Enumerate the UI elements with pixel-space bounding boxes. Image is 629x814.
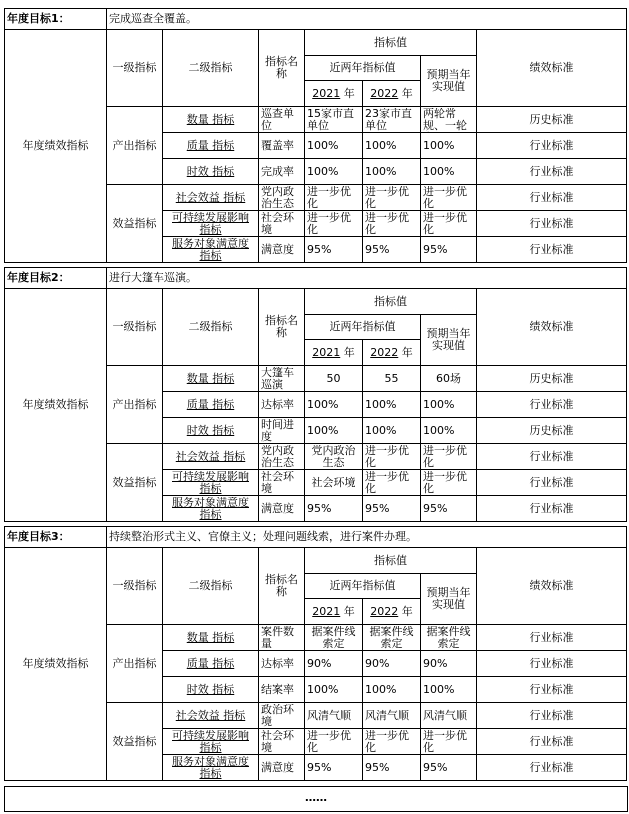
first-level-cell: 效益指标 <box>107 703 163 781</box>
standard-cell: 行业标准 <box>477 651 627 677</box>
year-suffix: 年 <box>401 86 413 100</box>
indicator-name-cell: 案件数量 <box>261 625 294 650</box>
standard-cell: 行业标准 <box>477 755 627 781</box>
expected-cell: 风清气顺 <box>421 703 477 729</box>
value-2022-cell: 100% <box>363 392 421 418</box>
expected-cell: 90% <box>421 651 477 677</box>
second-level-cell: 社会效益 指标 <box>163 444 259 470</box>
value-2021-cell: 社会环境 <box>305 470 363 496</box>
value-2021-cell: 95% <box>305 755 363 781</box>
header-second-level: 二级指标 <box>163 548 259 625</box>
header-second-level: 二级指标 <box>163 289 259 366</box>
value-2022-cell: 进一步优化 <box>365 185 409 210</box>
standard-cell: 历史标准 <box>477 107 627 133</box>
value-2021-cell: 15家市直单位 <box>307 107 354 132</box>
value-2021-cell: 进一步优化 <box>307 211 351 236</box>
annual-perf-label: 年度绩效指标 <box>5 289 107 522</box>
value-2022-cell: 据案件线索定 <box>369 625 414 650</box>
indicator-name-cell: 达标率 <box>259 392 305 418</box>
value-2021-cell: 100% <box>305 677 363 703</box>
continuation-ellipsis: …… <box>4 786 628 812</box>
expected-cell: 进一步优化 <box>423 470 467 495</box>
standard-cell: 历史标准 <box>477 366 627 392</box>
first-level-cell: 产出指标 <box>107 366 163 444</box>
second-level-cell: 质量 指标 <box>163 651 259 677</box>
standard-cell: 历史标准 <box>477 418 627 444</box>
value-2022-cell: 进一步优化 <box>365 444 409 469</box>
value-2022-cell: 风清气顺 <box>363 703 421 729</box>
second-level-cell: 服务对象满意度 指标 <box>172 237 249 262</box>
expected-cell: 95% <box>421 755 477 781</box>
header-indicator-name: 指标名称 <box>259 548 305 625</box>
value-2022-cell: 100% <box>363 677 421 703</box>
second-level-cell: 服务对象满意度 指标 <box>172 755 249 780</box>
indicator-name-cell: 社会环境 <box>261 470 294 495</box>
expected-cell: 进一步优化 <box>423 444 467 469</box>
second-level-cell: 社会效益 指标 <box>163 703 259 729</box>
header-standard: 绩效标准 <box>477 548 627 625</box>
value-2021-cell: 100% <box>305 392 363 418</box>
value-2021-cell: 党内政治生态 <box>311 444 356 469</box>
second-level-cell: 数量 指标 <box>163 107 259 133</box>
indicator-name-cell: 政治环境 <box>261 703 294 728</box>
header-year-2022 <box>363 340 421 366</box>
second-level-cell: 质量 指标 <box>163 392 259 418</box>
standard-cell: 行业标准 <box>477 211 627 237</box>
goal-label: 年度目标3： <box>5 527 107 548</box>
standard-cell: 行业标准 <box>477 703 627 729</box>
second-level-cell: 可持续发展影响 指标 <box>172 211 249 236</box>
header-indicator-value: 指标值 <box>305 30 477 56</box>
second-level-cell: 时效 指标 <box>163 159 259 185</box>
year-2021-value: 2021 <box>312 345 341 359</box>
value-2022-cell: 95% <box>363 237 421 263</box>
header-recent-two-years: 近两年指标值 <box>305 56 421 81</box>
value-2022-cell: 95% <box>363 755 421 781</box>
goal-table-2 <box>4 267 627 522</box>
header-first-level: 一级指标 <box>107 289 163 366</box>
goal-row <box>5 268 627 289</box>
second-level-cell: 数量 指标 <box>163 366 259 392</box>
second-level-cell: 可持续发展影响 指标 <box>172 470 249 495</box>
indicator-name-cell: 党内政治生态 <box>261 444 294 469</box>
value-2021-cell: 风清气顺 <box>305 703 363 729</box>
indicator-name-cell: 覆盖率 <box>259 133 305 159</box>
header-expected: 预期当年实现值 <box>421 315 477 366</box>
year-suffix: 年 <box>343 345 355 359</box>
second-level-cell: 可持续发展影响 指标 <box>172 729 249 754</box>
header-expected: 预期当年实现值 <box>421 574 477 625</box>
header-year-2021 <box>305 599 363 625</box>
value-2021-cell: 100% <box>305 159 363 185</box>
value-2022-cell: 100% <box>363 418 421 444</box>
value-2021-cell: 95% <box>305 237 363 263</box>
indicator-name-cell: 大篷车巡演 <box>261 366 294 391</box>
goal-text: 完成巡查全覆盖。 <box>107 9 627 30</box>
standard-cell: 行业标准 <box>477 729 627 755</box>
standard-cell: 行业标准 <box>477 470 627 496</box>
expected-cell: 95% <box>421 237 477 263</box>
standard-cell: 行业标准 <box>477 133 627 159</box>
header-indicator-value: 指标值 <box>305 289 477 315</box>
goal-row <box>5 9 627 30</box>
standard-cell: 行业标准 <box>477 625 627 651</box>
value-2022-cell: 95% <box>363 496 421 522</box>
expected-cell: 两轮常规、一轮 <box>423 107 467 132</box>
year-2022-value: 2022 <box>370 604 399 618</box>
indicator-name-cell: 满意度 <box>259 237 305 263</box>
second-level-cell: 质量 指标 <box>163 133 259 159</box>
expected-cell: 100% <box>421 677 477 703</box>
expected-cell: 进一步优化 <box>423 185 467 210</box>
header-recent-two-years: 近两年指标值 <box>305 574 421 599</box>
goal-table-1 <box>4 8 627 263</box>
value-2022-cell: 100% <box>363 133 421 159</box>
header-expected: 预期当年实现值 <box>421 56 477 107</box>
year-suffix: 年 <box>343 86 355 100</box>
goal-table-3 <box>4 526 627 781</box>
expected-cell: 100% <box>421 418 477 444</box>
standard-cell: 行业标准 <box>477 159 627 185</box>
year-suffix: 年 <box>343 604 355 618</box>
value-2021-cell: 100% <box>305 133 363 159</box>
header-year-2021 <box>305 340 363 366</box>
year-2022-value: 2022 <box>370 345 399 359</box>
annual-perf-label: 年度绩效指标 <box>5 548 107 781</box>
header-year-2022 <box>363 599 421 625</box>
first-level-cell: 产出指标 <box>107 107 163 185</box>
value-2022-cell: 23家市直单位 <box>365 107 412 132</box>
expected-cell: 100% <box>421 392 477 418</box>
value-2021-cell: 90% <box>305 651 363 677</box>
expected-cell: 进一步优化 <box>423 729 467 754</box>
annual-perf-label: 年度绩效指标 <box>5 30 107 263</box>
expected-cell: 95% <box>421 496 477 522</box>
value-2021-cell: 95% <box>305 496 363 522</box>
header-year-2021 <box>305 81 363 107</box>
indicator-name-cell: 社会环境 <box>261 729 294 754</box>
value-2021-cell: 50 <box>305 366 363 392</box>
value-2022-cell: 55 <box>363 366 421 392</box>
expected-cell: 据案件线索定 <box>426 625 471 650</box>
second-level-cell: 社会效益 指标 <box>163 185 259 211</box>
header-standard: 绩效标准 <box>477 30 627 107</box>
goal-text: 进行大篷车巡演。 <box>107 268 627 289</box>
first-level-cell: 产出指标 <box>107 625 163 703</box>
indicator-name-cell: 时间进度 <box>261 418 294 443</box>
expected-cell: 100% <box>421 159 477 185</box>
year-2021-value: 2021 <box>312 604 341 618</box>
first-level-cell: 效益指标 <box>107 185 163 263</box>
expected-cell: 100% <box>421 133 477 159</box>
header-indicator-name: 指标名称 <box>259 289 305 366</box>
header-indicator-name: 指标名称 <box>259 30 305 107</box>
standard-cell: 行业标准 <box>477 185 627 211</box>
value-2021-cell: 据案件线索定 <box>311 625 356 650</box>
indicator-name-cell: 巡查单位 <box>261 107 294 132</box>
standard-cell: 行业标准 <box>477 237 627 263</box>
second-level-cell: 时效 指标 <box>163 677 259 703</box>
header-first-level: 一级指标 <box>107 548 163 625</box>
first-level-cell: 效益指标 <box>107 444 163 522</box>
header-year-2022 <box>363 81 421 107</box>
value-2022-cell: 100% <box>363 159 421 185</box>
value-2021-cell: 进一步优化 <box>307 729 351 754</box>
header-standard: 绩效标准 <box>477 289 627 366</box>
indicator-name-cell: 社会环境 <box>261 211 294 236</box>
standard-cell: 行业标准 <box>477 677 627 703</box>
value-2021-cell: 100% <box>305 418 363 444</box>
value-2022-cell: 进一步优化 <box>365 211 409 236</box>
second-level-cell: 时效 指标 <box>163 418 259 444</box>
indicator-name-cell: 结案率 <box>259 677 305 703</box>
standard-cell: 行业标准 <box>477 392 627 418</box>
value-2022-cell: 进一步优化 <box>365 470 409 495</box>
year-suffix: 年 <box>401 604 413 618</box>
year-2021-value: 2021 <box>312 86 341 100</box>
expected-cell: 进一步优化 <box>423 211 467 236</box>
indicator-name-cell: 完成率 <box>259 159 305 185</box>
standard-cell: 行业标准 <box>477 444 627 470</box>
value-2022-cell: 进一步优化 <box>365 729 409 754</box>
expected-cell: 60场 <box>421 366 477 392</box>
year-suffix: 年 <box>401 345 413 359</box>
goal-row <box>5 527 627 548</box>
indicator-name-cell: 党内政治生态 <box>261 185 294 210</box>
value-2021-cell: 进一步优化 <box>307 185 351 210</box>
year-2022-value: 2022 <box>370 86 399 100</box>
indicator-name-cell: 满意度 <box>259 755 305 781</box>
header-recent-two-years: 近两年指标值 <box>305 315 421 340</box>
standard-cell: 行业标准 <box>477 496 627 522</box>
header-indicator-value: 指标值 <box>305 548 477 574</box>
indicator-name-cell: 满意度 <box>259 496 305 522</box>
second-level-cell: 数量 指标 <box>163 625 259 651</box>
header-first-level: 一级指标 <box>107 30 163 107</box>
second-level-cell: 服务对象满意度 指标 <box>172 496 249 521</box>
header-second-level: 二级指标 <box>163 30 259 107</box>
goal-text: 持续整治形式主义、官僚主义；处理问题线索，进行案件办理。 <box>107 527 627 548</box>
indicator-name-cell: 达标率 <box>259 651 305 677</box>
value-2022-cell: 90% <box>363 651 421 677</box>
goal-label: 年度目标2： <box>5 268 107 289</box>
goal-label: 年度目标1： <box>5 9 107 30</box>
